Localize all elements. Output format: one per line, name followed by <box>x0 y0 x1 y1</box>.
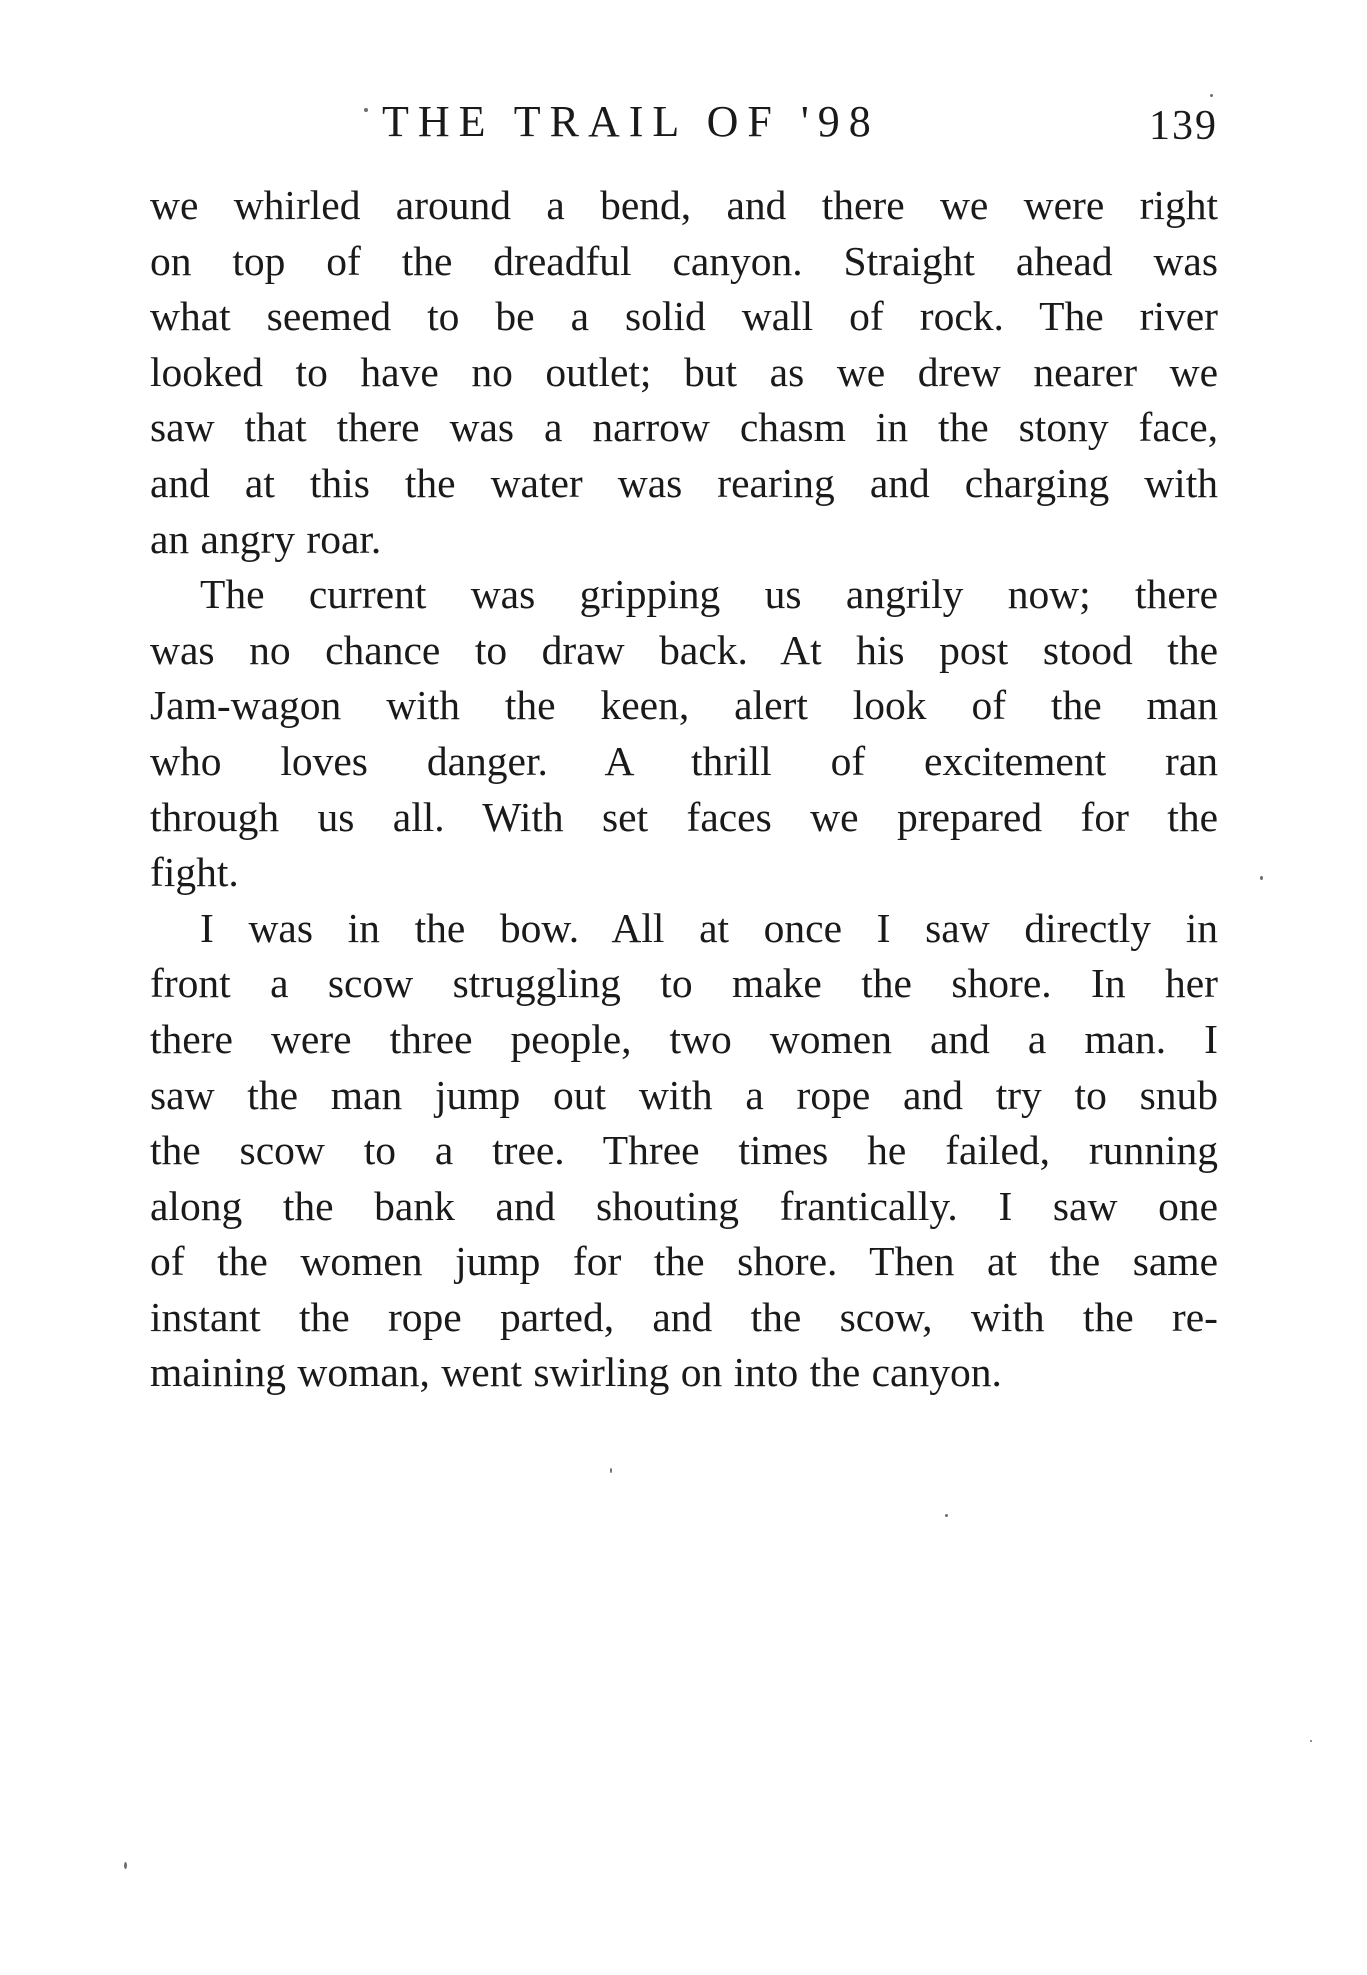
text-line: on top of the dreadful canyon. Straight ahead was <box>150 237 1218 284</box>
text-line: along the bank and shouting frantically. I saw one <box>150 1182 1218 1229</box>
text-line: an angry roar. <box>150 515 382 562</box>
text-line: front a scow struggling to make the shore. In her <box>150 960 1218 1007</box>
scan-speck <box>364 108 368 112</box>
page-number: 139 <box>1149 103 1218 149</box>
paragraph-3 <box>150 901 1218 1401</box>
body-text <box>150 178 1218 1401</box>
text-line: who loves danger. A thrill of excitement ran <box>150 737 1218 784</box>
paragraph-2 <box>150 567 1218 901</box>
text-line: Jam-wagon with the keen, alert look of the man <box>150 682 1218 729</box>
text-line: the scow to a tree. Three times he failed, running <box>150 1127 1218 1174</box>
paragraph-1 <box>150 178 1218 567</box>
scan-speck <box>945 1514 948 1517</box>
text-line: The current was gripping us angrily now; there <box>200 571 1218 618</box>
text-line: fight. <box>150 849 239 896</box>
running-head <box>150 92 1218 152</box>
text-line: of the women jump for the shore. Then at the same <box>150 1238 1218 1285</box>
text-line: we whirled around a bend, and there we were right <box>150 182 1218 228</box>
text-line: was no chance to draw back. At his post stood the <box>150 626 1218 673</box>
text-line: maining woman, went swirling on into the canyon. <box>150 1349 1002 1396</box>
scan-speck <box>1260 876 1263 880</box>
text-line: saw that there was a narrow chasm in the stony face, <box>150 404 1218 451</box>
text-line: through us all. With set faces we prepared for the <box>150 793 1218 840</box>
running-title: THE TRAIL OF '98 <box>382 97 880 146</box>
scan-speck <box>1310 1740 1312 1742</box>
text-line: I was in the bow. All at once I saw directly in <box>200 904 1218 951</box>
text-line: there were three people, two women and a man. I <box>150 1015 1218 1062</box>
text-line: saw the man jump out with a rope and try to snub <box>150 1071 1218 1118</box>
text-line: what seemed to be a solid wall of rock. The river <box>150 293 1218 340</box>
text-line: instant the rope parted, and the scow, with the re- <box>150 1293 1218 1340</box>
text-line: and at this the water was rearing and charging with <box>150 459 1218 506</box>
scan-speck <box>124 1862 127 1869</box>
scan-speck <box>610 1468 612 1473</box>
scan-speck <box>1210 94 1213 97</box>
text-line: looked to have no outlet; but as we drew nearer we <box>150 348 1218 395</box>
